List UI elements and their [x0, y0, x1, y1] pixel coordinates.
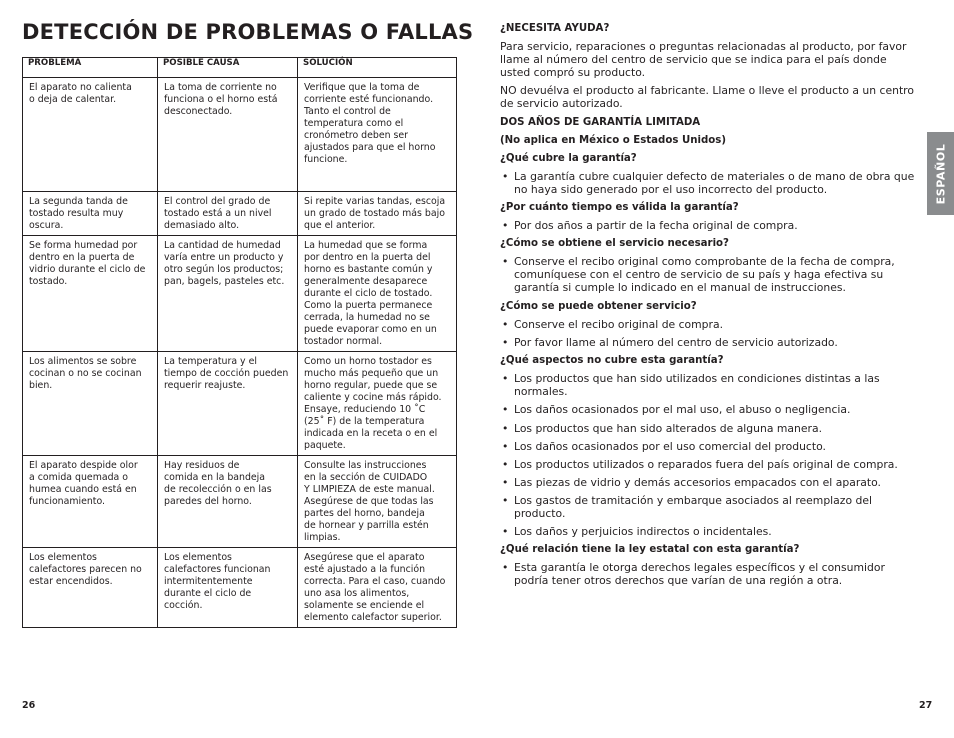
table-row [23, 352, 457, 456]
bullet: • [502, 422, 509, 435]
bullet: • [502, 372, 509, 385]
list-item-text: Los daños y perjuicios indirectos o incidentales. [514, 525, 772, 538]
column-header-cause: POSIBLE CAUSA [158, 58, 298, 78]
bullet: • [502, 170, 509, 183]
bullet: • [502, 494, 509, 507]
list-item-text: Las piezas de vidrio y demás accesorios empacados con el aparato. [514, 476, 881, 489]
bullet: • [502, 318, 509, 331]
list-item-text: Los productos que han sido alterados de alguna manera. [514, 422, 823, 435]
language-tab-label: ESPAÑOL [934, 143, 947, 204]
bullet: • [502, 403, 509, 416]
problem-cell: Los elementos calefactores parecen no estar encendidos. [23, 548, 158, 628]
warranty-note: (No aplica en México o Estados Unidos) [500, 135, 726, 146]
column-header-solution: SOLUCIÓN [298, 58, 457, 78]
bullet: • [502, 336, 509, 349]
bullet: • [502, 525, 509, 538]
page-number-right: 27 [919, 700, 933, 711]
page-number-left: 26 [22, 700, 36, 711]
section-question: ¿Qué aspectos no cubre esta garantía? [500, 355, 724, 366]
bullet: • [502, 255, 509, 268]
column-header-problem: PROBLEMA [23, 58, 158, 78]
cause-cell: El control del grado de tostado está a un nivel demasiado alto. [158, 192, 298, 236]
solution-cell: Verifique que la toma de corriente esté funcionando. Tanto el control de temperatura como el cronómetro deben ser ajustados para que el horno funcione. [298, 78, 457, 192]
section-question: ¿Cómo se puede obtener servicio? [500, 301, 697, 312]
list-item-text: Conserve el recibo original como comprobante de la fecha de compra, comuníquese con el centro de servicio de su país y haga efectiva su garantía si cumple lo indicado en el manual de instrucciones. [514, 255, 895, 294]
list-item-text: Los daños ocasionados por el uso comercial del producto. [514, 440, 826, 453]
table-row [23, 236, 457, 352]
solution-cell: Como un horno tostador es mucho más pequeño que un horno regular, puede que se caliente y cocine más rápido. Ensaye, reduciendo 10 ˚C (25˚ F) de la temperatura indicada en la receta o en el paquete. [298, 352, 457, 456]
list-item-text: Por favor llame al número del centro de servicio autorizado. [514, 336, 838, 349]
problem-cell: Los alimentos se sobre cocinan o no se cocinan bien. [23, 352, 158, 456]
problem-cell: La segunda tanda de tostado resulta muy oscura. [23, 192, 158, 236]
help-paragraph: Para servicio, reparaciones o preguntas relacionadas al producto, por favor llame al número del centro de servicio que se indica para el país donde usted compró su producto. [500, 40, 907, 79]
warranty-heading: DOS AÑOS DE GARANTÍA LIMITADA [500, 117, 701, 128]
page-title: DETECCIÓN DE PROBLEMAS O FALLAS [22, 20, 474, 44]
list-item-text: Los gastos de tramitación y embarque asociados al reemplazo del producto. [514, 494, 872, 520]
section-question: ¿Qué cubre la garantía? [500, 153, 637, 164]
list-item-text: La garantía cubre cualquier defecto de materiales o de mano de obra que no haya sido generado por el uso incorrecto del producto. [514, 170, 915, 196]
help-heading: ¿NECESITA AYUDA? [500, 23, 610, 34]
cause-cell: Los elementos calefactores funcionan intermitentemente durante el ciclo de cocción. [158, 548, 298, 628]
solution-cell: La humedad que se forma por dentro en la puerta del horno es bastante común y generalmente desaparece durante el ciclo de tostado. Como la puerta permanece cerrada, la humedad no se puede evaporar como en un tostador normal. [298, 236, 457, 352]
bullet: • [502, 440, 509, 453]
section-question: ¿Cómo se obtiene el servicio necesario? [500, 238, 729, 249]
list-item-text: Los daños ocasionados por el mal uso, el abuso o negligencia. [514, 403, 851, 416]
list-item-text: Los productos utilizados o reparados fuera del país original de compra. [514, 458, 898, 471]
table-row [23, 548, 457, 628]
cause-cell: La temperatura y el tiempo de cocción pueden requerir reajuste. [158, 352, 298, 456]
bullet: • [502, 219, 509, 232]
table-header-row [23, 58, 457, 78]
cause-cell: La toma de corriente no funciona o el horno está desconectado. [158, 78, 298, 192]
bullet: • [502, 476, 509, 489]
solution-cell: Si repite varias tandas, escoja un grado de tostado más bajo que el anterior. [298, 192, 457, 236]
help-paragraph: NO devuélva el producto al fabricante. Llame o lleve el producto a un centro de servicio autorizado. [500, 84, 914, 110]
section-question: ¿Qué relación tiene la ley estatal con esta garantía? [500, 544, 800, 555]
problem-cell: Se forma humedad por dentro en la puerta de vidrio durante el ciclo de tostado. [23, 236, 158, 352]
bullet: • [502, 561, 509, 574]
problem-cell: El aparato no calienta o deja de calentar. [23, 78, 158, 192]
table-row [23, 78, 457, 192]
list-item-text: Por dos años a partir de la fecha original de compra. [514, 219, 798, 232]
cause-cell: La cantidad de humedad varía entre un producto y otro según los productos; pan, bagels, pasteles etc. [158, 236, 298, 352]
list-item-text: Esta garantía le otorga derechos legales específicos y el consumidor podría tener otros derechos que varían de una región a otra. [514, 561, 885, 587]
problem-cell: El aparato despide olor a comida quemada o humea cuando está en funcionamiento. [23, 456, 158, 548]
bullet: • [502, 458, 509, 471]
solution-cell: Asegúrese que el aparato esté ajustado a la función correcta. Para el caso, cuando uno asa los alimentos, solamente se enciende el elemento calefactor superior. [298, 548, 457, 628]
list-item-text: Los productos que han sido utilizados en condiciones distintas a las normales. [514, 372, 880, 398]
solution-cell: Consulte las instrucciones en la sección de CUIDADO Y LIMPIEZA de este manual. Asegúrese de que todas las partes del horno, bandeja de hornear y parrilla estén limpias. [298, 456, 457, 548]
troubleshooting-table [22, 57, 457, 628]
list-item-text: Conserve el recibo original de compra. [514, 318, 724, 331]
table-row [23, 456, 457, 548]
section-question: ¿Por cuánto tiempo es válida la garantía? [500, 202, 739, 213]
cause-cell: Hay residuos de comida en la bandeja de recolección o en las paredes del horno. [158, 456, 298, 548]
table-row [23, 192, 457, 236]
language-side-tab [927, 132, 954, 215]
